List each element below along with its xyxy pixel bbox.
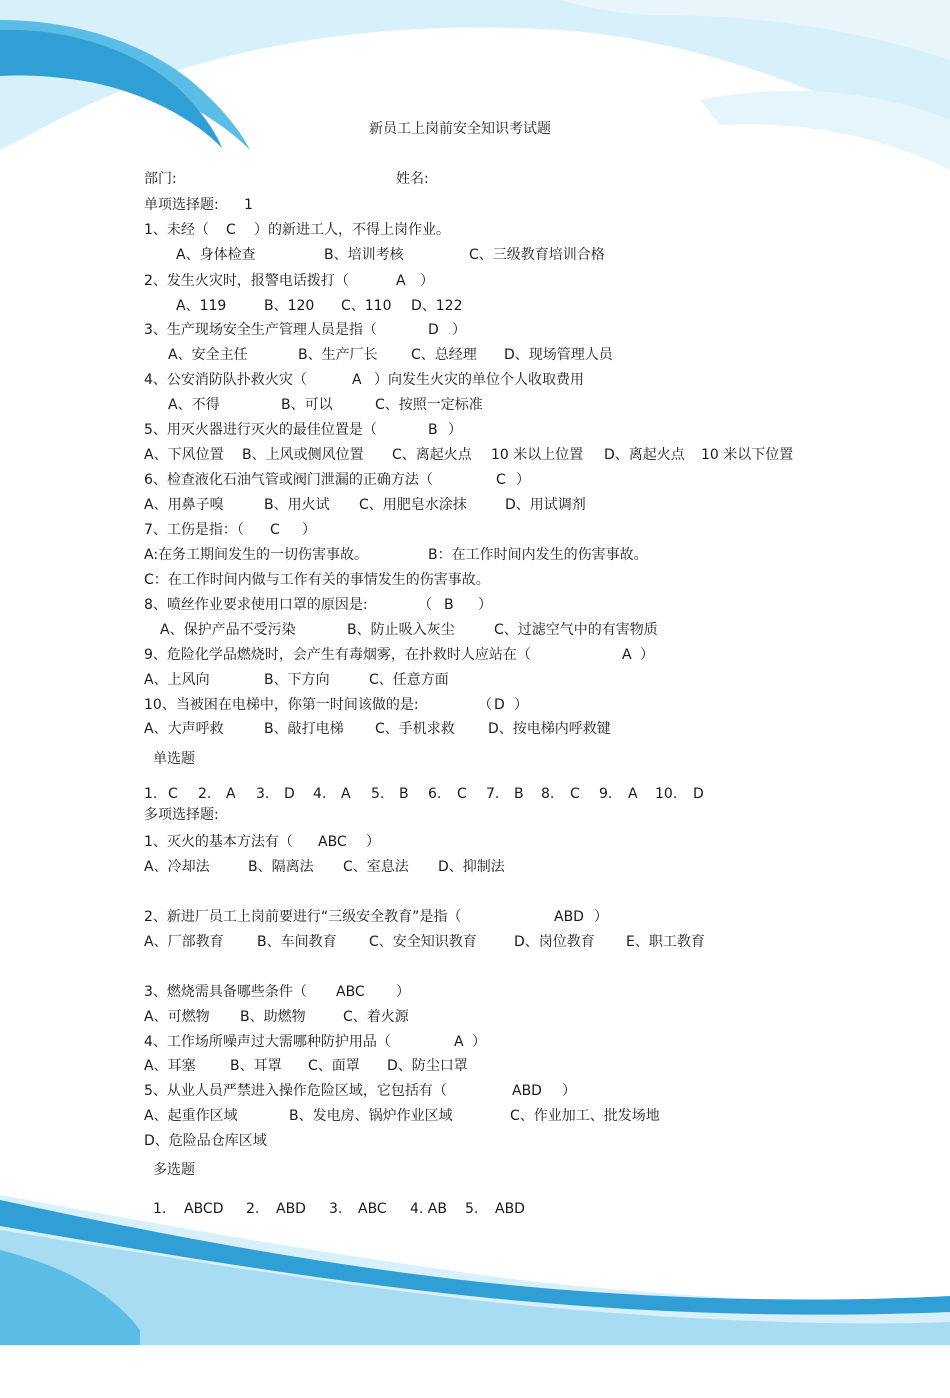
- single-question-2: 2、发生火灾时，报警电话拨打（ A ）: [144, 273, 434, 289]
- single-question-7-option-c: C：在工作时间内做与工作有关的事情发生的伤害事故。: [144, 572, 490, 588]
- answer-mark: ABD: [512, 1083, 542, 1099]
- single-answers-heading: 单选题: [153, 751, 195, 767]
- single-answer-key: 1. C 2. A 3. D 4. A 5. B 6. C 7. B 8. C 9. A 10. D: [144, 786, 704, 802]
- answer-mark: A: [454, 1034, 464, 1050]
- single-question-8: 8、喷丝作业要求使用口罩的原因是: （ B ）: [144, 597, 492, 613]
- multi-question-2: 2、新进厂员工上岗前要进行“三级安全教育”是指（ ABD ）: [144, 909, 608, 925]
- answer-mark: D: [428, 322, 439, 338]
- answer-mark: B: [428, 422, 438, 438]
- answer-mark: D: [494, 697, 505, 713]
- answer-mark: ABC: [336, 984, 365, 1000]
- multi-question-3: 3、燃烧需具备哪些条件（ ABC ）: [144, 984, 410, 1000]
- multi-choice-heading: 多项选择题:: [144, 807, 219, 823]
- answer-mark: B: [444, 597, 454, 613]
- multi-question-1: 1、灭火的基本方法有（ ABC ）: [144, 834, 380, 850]
- answer-mark: ABC: [318, 834, 347, 850]
- single-question-9: 9、危险化学品燃烧时，会产生有毒烟雾，在扑救时人应站在（ A ）: [144, 647, 654, 663]
- answer-mark: ABD: [554, 909, 584, 925]
- single-question-2-options: A、119 B、120 C、110 D、122: [176, 298, 463, 314]
- multi-question-4-options: A、耳塞 B、耳罩 C、面罩 D、防尘口罩: [144, 1058, 468, 1074]
- single-question-4-options: A、不得 B、可以 C、按照一定标准: [168, 397, 483, 413]
- single-question-1-options: A、身体检查 B、培训考核 C、三级教育培训合格: [176, 247, 605, 263]
- name-label: 姓名:: [396, 171, 429, 187]
- single-question-3-options: A、安全主任 B、生产厂长 C、总经理 D、现场管理人员: [168, 347, 613, 363]
- multi-question-5-option-d: D、危险品仓库区域: [144, 1133, 267, 1149]
- multi-question-5: 5、从业人员严禁进入操作危险区域，它包括有（ ABD ）: [144, 1083, 576, 1099]
- single-question-9-options: A、上风向 B、下方向 C、任意方面: [144, 672, 449, 688]
- answer-mark: A: [396, 273, 406, 289]
- single-question-6: 6、检查液化石油气管或阀门泄漏的正确方法（ C ）: [144, 472, 530, 488]
- single-question-6-options: A、用鼻子嗅 B、用火试 C、用肥皂水涂抹 D、用试调剂: [144, 497, 586, 513]
- single-question-10: 10、当被困在电梯中，你第一时间该做的是: （ D ）: [144, 697, 528, 713]
- single-question-10-options: A、大声呼救 B、敲打电梯 C、手机求救 D、按电梯内呼救键: [144, 721, 611, 737]
- answer-mark: C: [226, 222, 236, 238]
- multi-answers-heading: 多选题: [153, 1162, 195, 1178]
- page-title: 新员工上岗前安全知识考试题: [369, 121, 551, 137]
- answer-mark: A: [622, 647, 632, 663]
- single-question-5: 5、用灭火器进行灭火的最佳位置是（ B ）: [144, 422, 462, 438]
- answer-mark: C: [496, 472, 506, 488]
- answer-mark: A: [352, 372, 362, 388]
- single-question-3: 3、生产现场安全生产管理人员是指（ D ）: [144, 322, 466, 338]
- multi-answer-key: 1. ABCD 2. ABD 3. ABC 4. AB 5. ABD: [153, 1201, 525, 1217]
- multi-question-4: 4、工作场所噪声过大需哪种防护用品（ A ）: [144, 1034, 486, 1050]
- single-question-1: 1、未经（ C ）的新进工人，不得上岗作业。: [144, 222, 450, 238]
- single-choice-heading: 单项选择题: 1: [144, 197, 253, 213]
- single-question-8-options: A、保护产品不受污染 B、防止吸入灰尘 C、过滤空气中的有害物质: [160, 622, 658, 638]
- single-question-7-options-ab: A:在务工期间发生的一切伤害事故。 B：在工作时间内发生的伤害事故。: [144, 547, 648, 563]
- single-question-4: 4、公安消防队扑救火灾（ A ）向发生火灾的单位个人收取费用: [144, 372, 584, 388]
- single-question-7: 7、工伤是指：（ C ）: [144, 522, 316, 538]
- multi-question-1-options: A、冷却法 B、隔离法 C、室息法 D、抑制法: [144, 859, 505, 875]
- single-question-5-options: A、下风位置 B、上风或侧风位置 C、离起火点 10 米以上位置 D、离起火点 10 米以下位置: [144, 447, 794, 463]
- multi-question-2-options: A、厂部教育 B、车间教育 C、安全知识教育 D、岗位教育 E、职工教育: [144, 934, 705, 950]
- answer-mark: C: [270, 522, 280, 538]
- multi-question-5-options: A、起重作区域 B、发电房、锅炉作业区域 C、作业加工、批发场地: [144, 1108, 660, 1124]
- dept-label: 部门:: [144, 171, 177, 187]
- multi-question-3-options: A、可燃物 B、助燃物 C、着火源: [144, 1009, 409, 1025]
